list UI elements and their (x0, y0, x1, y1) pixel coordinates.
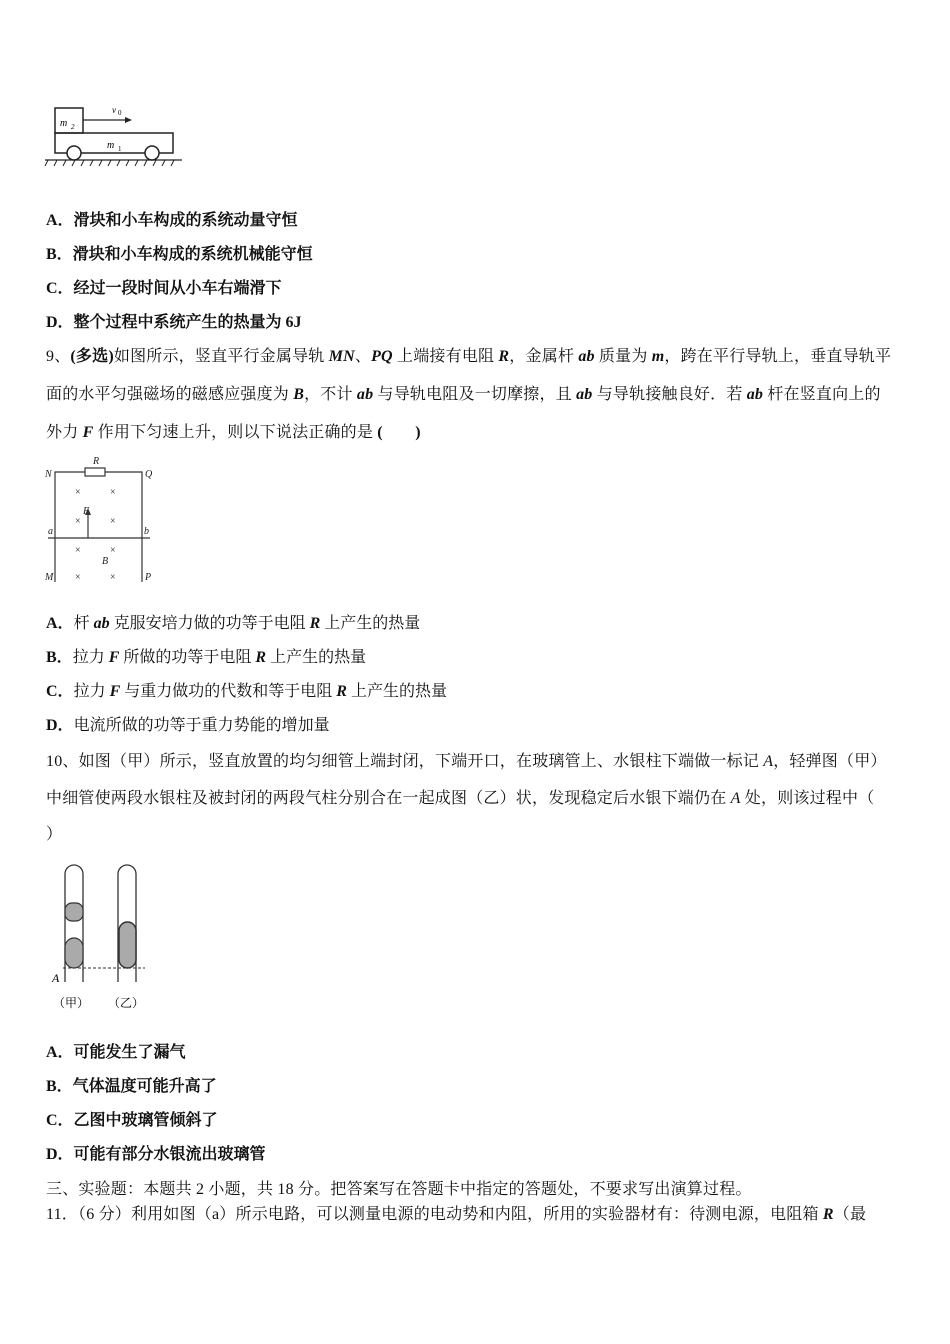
cross-mark: × (75, 487, 81, 498)
text-segment: ab (578, 348, 595, 365)
figure-rails-magnetic-field (45, 452, 160, 587)
label-R: R (93, 456, 100, 467)
text-segment: 10、如图（甲）所示，竖直放置的均匀细管上端封闭，下端开口，在玻璃管上、水银柱下端做一标记 (46, 753, 764, 770)
option-item (46, 682, 447, 702)
v0-label: v (112, 105, 116, 115)
text-segment: ab (93, 615, 110, 632)
section-heading (46, 1180, 752, 1200)
text-segment: 面的水平匀强磁场的磁感应强度为 (46, 386, 294, 403)
text-segment: 质量为 (594, 348, 652, 365)
text-segment: F (82, 424, 94, 441)
text-segment: B． (46, 649, 73, 666)
text-segment: 所做的功等于电阻 (119, 649, 256, 666)
cross-mark: × (110, 572, 116, 583)
question-line (46, 385, 881, 405)
text-segment: 拉力 (73, 683, 110, 700)
text-segment: ） (46, 826, 63, 843)
option-item (46, 614, 420, 634)
text-segment: 、 (354, 348, 372, 365)
text-segment: R (498, 348, 510, 365)
label-a: a (48, 526, 53, 537)
label-yi: （乙） (108, 996, 145, 1010)
text-segment: 拉力 (72, 649, 109, 666)
label-B: B (102, 556, 109, 567)
option-item (46, 211, 298, 231)
cross-mark: × (75, 516, 81, 527)
m1-sub: 1 (118, 145, 122, 153)
text-segment: D．整个过程中系统产生的热量为 6J (46, 314, 302, 331)
option-item (46, 245, 313, 265)
text-segment: R (309, 615, 321, 632)
text-segment: 上产生的热量 (346, 683, 447, 700)
text-segment: 三、实验题：本题共 2 小题，共 18 分。把答案写在答题卡中指定的答题处，不要求写出演算过程。 (46, 1181, 752, 1198)
text-segment: ，不计 (304, 386, 357, 403)
text-segment: A (763, 753, 774, 770)
question-line (46, 1205, 866, 1225)
text-segment: 上端接有电阻 (392, 348, 499, 365)
label-P: P (145, 572, 152, 583)
text-segment: ，跨在平行导轨上，垂直导轨平 (664, 348, 892, 365)
option-item (46, 648, 366, 668)
text-segment: F (109, 683, 121, 700)
text-segment: 电流所做的功等于重力势能的增加量 (73, 717, 330, 734)
option-item (46, 1145, 266, 1165)
text-segment: ，轻弹图（甲） (773, 753, 887, 770)
text-segment: B．气体温度可能升高了 (46, 1078, 217, 1095)
text-segment: 中细管使两段水银柱及被封闭的两段气柱分别合在一起成图（乙）状，发现稳定后水银下端仍在 (46, 790, 731, 807)
figure-glass-tubes (45, 860, 165, 1020)
cross-mark: × (75, 545, 81, 556)
text-segment: C．乙图中玻璃管倾斜了 (46, 1112, 218, 1129)
cross-mark: × (75, 572, 81, 583)
question-line (46, 423, 421, 443)
text-segment: 如图所示，竖直平行金属导轨 (113, 348, 329, 365)
text-segment: R (255, 649, 267, 666)
label-A: A (52, 971, 60, 985)
label-M: M (45, 572, 54, 583)
text-segment: ab (576, 386, 593, 403)
question-line (46, 789, 874, 809)
text-segment: ab (746, 386, 764, 403)
question-line (46, 752, 887, 772)
figure-cart-slider (40, 100, 190, 175)
text-segment: C． (46, 683, 74, 700)
label-b: b (144, 526, 149, 537)
option-item (46, 1111, 218, 1131)
text-segment: 11．（6 分）利用如图（a）所示电路，可以测量电源的电动势和内阻，所用的实验器材有：待测电源，电阻箱 (46, 1206, 823, 1223)
text-segment: 外力 (46, 424, 83, 441)
text-segment: 9、 (46, 348, 71, 365)
option-item (46, 1043, 186, 1063)
cross-mark: × (110, 487, 116, 498)
text-segment: PQ (371, 348, 393, 365)
text-segment: 上产生的热量 (320, 615, 421, 632)
text-segment: R (336, 683, 347, 700)
m1-label: m (107, 140, 115, 151)
label-F: F (83, 506, 90, 517)
cross-mark: × (110, 516, 116, 527)
text-segment: m (651, 348, 665, 365)
text-segment: ( ) (377, 424, 421, 441)
m2-label: m (60, 118, 68, 129)
text-segment: B．滑块和小车构成的系统机械能守恒 (46, 246, 313, 263)
v0-sub: 0 (118, 109, 122, 117)
text-segment: 与重力做功的代数和等于电阻 (120, 683, 337, 700)
text-segment: 上产生的热量 (266, 649, 367, 666)
question-line (46, 825, 62, 845)
text-segment: 与导轨电阻及一切摩擦，且 (373, 386, 577, 403)
text-segment: (多选) (70, 348, 114, 365)
option-item (46, 1077, 217, 1097)
text-segment: D． (46, 717, 74, 734)
text-segment: （最 (833, 1206, 867, 1223)
text-segment: ab (356, 386, 374, 403)
text-segment: A．可能发生了漏气 (46, 1044, 186, 1061)
text-segment: C．经过一段时间从小车右端滑下 (46, 280, 282, 297)
option-item (46, 313, 302, 333)
text-segment: 处，则该过程中（ (740, 790, 875, 807)
text-segment: 克服安培力做的功等于电阻 (109, 615, 310, 632)
text-segment: ，金属杆 (509, 348, 579, 365)
text-segment: F (108, 649, 120, 666)
text-segment: B (293, 386, 305, 403)
text-segment: 杆 (73, 615, 94, 632)
label-Q: Q (145, 469, 153, 480)
text-segment: A．滑块和小车构成的系统动量守恒 (46, 212, 298, 229)
text-segment: D．可能有部分水银流出玻璃管 (46, 1146, 266, 1163)
label-N: N (45, 469, 52, 480)
option-item (46, 716, 330, 736)
text-segment: MN (328, 348, 355, 365)
option-item (46, 279, 282, 299)
m2-sub: 2 (71, 123, 75, 131)
text-segment: R (822, 1206, 834, 1223)
question-line (46, 347, 891, 367)
cross-mark: × (110, 545, 116, 556)
text-segment: 作用下匀速上升，则以下说法正确的是 (93, 424, 378, 441)
label-jia: （甲） (53, 996, 90, 1010)
text-segment: A． (46, 615, 74, 632)
text-segment: 杆在竖直向上的 (763, 386, 881, 403)
text-segment: 与导轨接触良好．若 (592, 386, 747, 403)
text-segment: A (730, 790, 741, 807)
